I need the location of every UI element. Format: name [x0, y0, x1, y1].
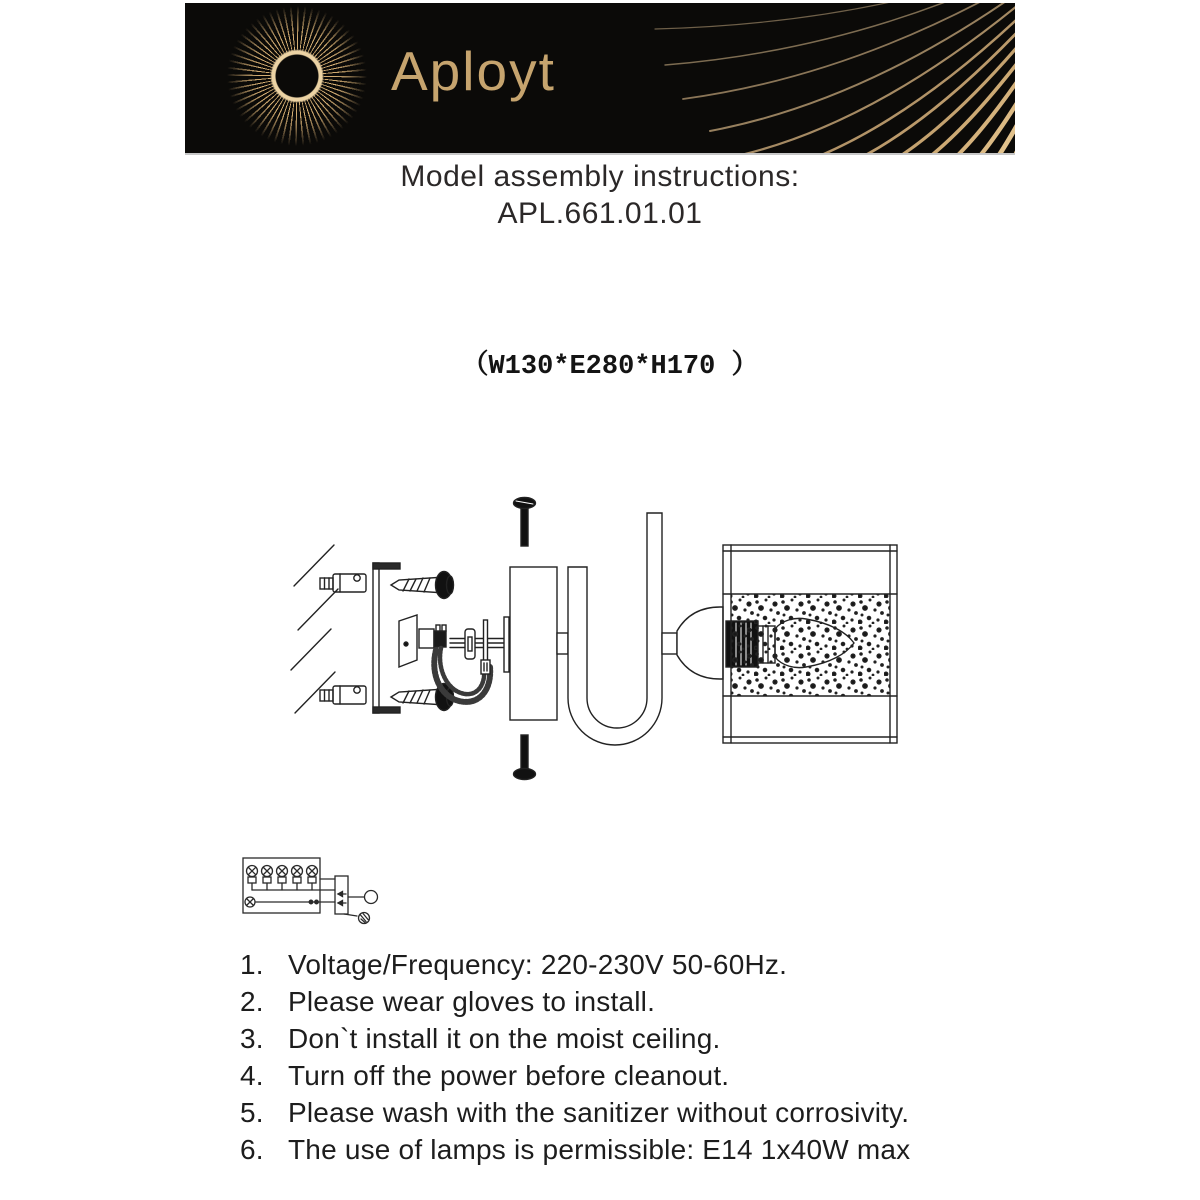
- lampshade: [723, 545, 897, 743]
- wall-anchor-top: [320, 574, 366, 592]
- ground-symbol: [344, 913, 370, 924]
- item-number: 4.: [240, 1060, 264, 1091]
- wall-hatching: [291, 545, 338, 713]
- item-text: Please wash with the sanitizer without corrosivity.: [288, 1097, 910, 1128]
- ground-screw: [245, 897, 255, 907]
- item-number: 3.: [240, 1023, 264, 1054]
- wall-anchor-bottom: [320, 686, 366, 704]
- item-text: The use of lamps is permissible: E14 1x40W max: [288, 1134, 911, 1165]
- canopy: [510, 567, 557, 720]
- braided-cable: [434, 648, 490, 702]
- instructions-list: [240, 949, 1060, 1171]
- connector-block: [335, 876, 348, 914]
- item-number: 5.: [240, 1097, 264, 1128]
- item-number: 6.: [240, 1134, 264, 1165]
- canopy-screw-top: [514, 498, 536, 547]
- brand-wordmark: Aployt: [391, 40, 556, 102]
- list-item: [240, 1060, 1060, 1097]
- item-text: Turn off the power before cleanout.: [288, 1060, 730, 1091]
- dimensions-text: （W130*E280*H170 ）: [461, 352, 759, 382]
- sunburst-icon: [224, 3, 370, 149]
- list-item: [240, 986, 1060, 1023]
- page-title: Model assembly instructions:: [400, 160, 800, 193]
- mounting-plate: [399, 615, 417, 667]
- item-text: Voltage/Frequency: 220-230V 50-60Hz.: [288, 949, 788, 980]
- terminal-screws: [247, 866, 318, 891]
- item-number: 2.: [240, 986, 264, 1017]
- canopy-screw-bottom: [514, 735, 536, 780]
- terminal-box: [419, 625, 446, 648]
- lamp-symbol: [348, 891, 378, 904]
- decorative-rays-icon: [555, 3, 1015, 153]
- item-number: 1.: [240, 949, 264, 980]
- brand-banner: [185, 3, 1015, 153]
- list-item: [240, 1134, 1060, 1171]
- model-number: APL.661.01.01: [497, 197, 703, 230]
- wiring-diagram: [235, 850, 415, 935]
- u-shaped-arm: [557, 513, 662, 745]
- list-item: [240, 1097, 1060, 1134]
- item-text: Don`t install it on the moist ceiling.: [288, 1023, 721, 1054]
- list-item: [240, 1023, 1060, 1060]
- list-item: [240, 949, 1060, 986]
- threaded-rod: [450, 617, 510, 674]
- assembly-diagram: [270, 480, 910, 810]
- item-text: Please wear gloves to install.: [288, 986, 656, 1017]
- mounting-screw-top: [391, 572, 454, 599]
